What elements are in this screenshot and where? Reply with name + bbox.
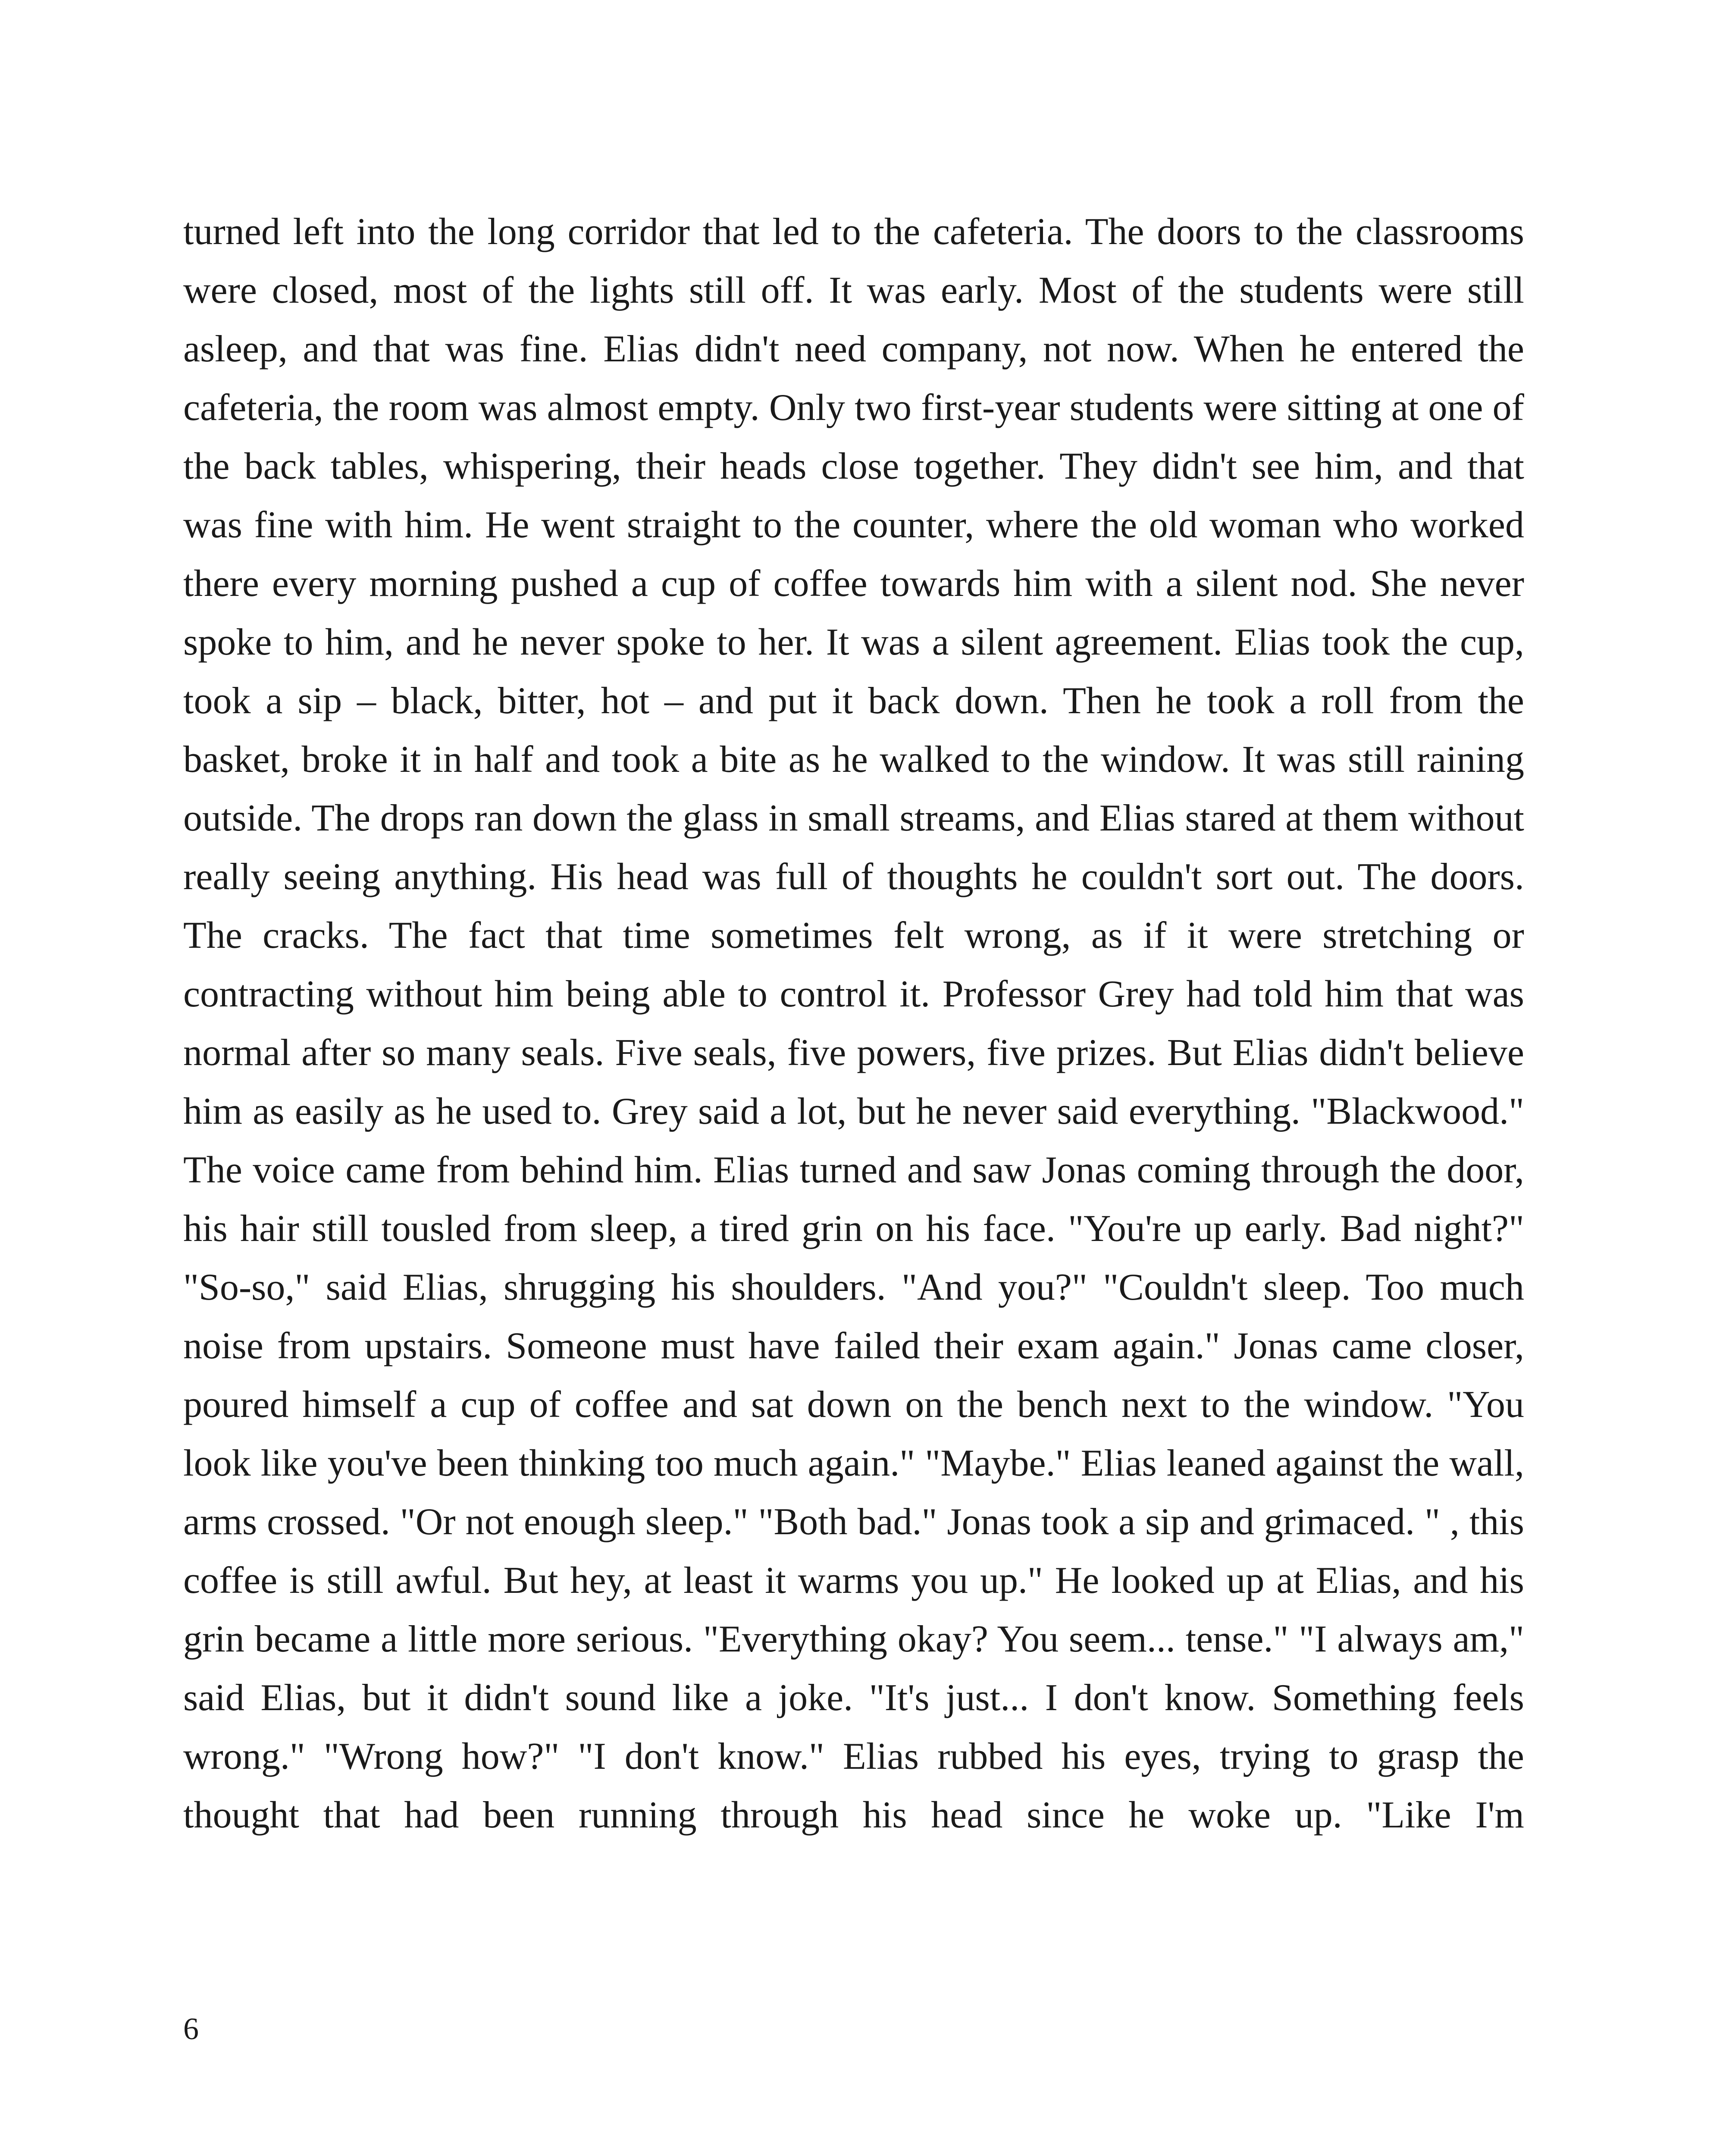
page-number: 6 xyxy=(183,2012,199,2046)
body-text: turned left into the long corridor that led to the cafeteria. The doors to the classrooms were closed, most of the lights still off. It was early. Most of the students were still asleep, and that was fine. Elias didn't need company, not now. When he entered the cafeteria, the room was almost empty. Only two first-year students were sitting at one of the back tables, whispering, their heads close together. They didn't see him, and that was fine with him. He went straight to the counter, where the old woman who worked there every morning pushed a cup of coffee towards him with a silent nod. She never spoke to him, and he never spoke to her. It was a silent agreement. Elias took the cup, took a sip – black, bitter, hot – and put it back down. Then he took a roll from the basket, broke it in half and took a bite as he walked to the window. It was still raining outside. The drops ran down the glass in small streams, and Elias stared at them without really seeing anything. His head was full of thoughts he couldn't sort out. The doors. The cracks. The fact that time sometimes felt wrong, as if it were stretching or contracting without him being able to control it. Professor Grey had told him that was normal after so many seals. Five seals, five powers, five prizes. But Elias didn't believe him as easily as he used to. Grey said a lot, but he never said everything. "Blackwood." The voice came from behind him. Elias turned and saw Jonas coming through the door, his hair still tousled from sleep, a tired grin on his face. "You're up early. Bad night?" "So-so," said Elias, shrugging his shoulders. "And you?" "Couldn't sleep. Too much noise from upstairs. Someone must have failed their exam again." Jonas came closer, poured himself a cup of coffee and sat down on the bench next to the window. "You look like you've been thinking too much again." "Maybe." Elias leaned against the wall, arms crossed. "Or not enough sleep." "Both bad." Jonas took a sip and grimaced. " , this coffee is still awful. But hey, at least it warms you up." He looked up at Elias, and his grin became a little more serious. "Everything okay? You seem... tense." "I always am," said Elias, but it didn't sound like a joke. "It's just... I don't know. Something feels wrong." "Wrong how?" "I don't know." Elias rubbed his eyes, trying to grasp the thought that had been running through his head since he woke up. "Like I'm xyxy=(183,211,1524,1836)
